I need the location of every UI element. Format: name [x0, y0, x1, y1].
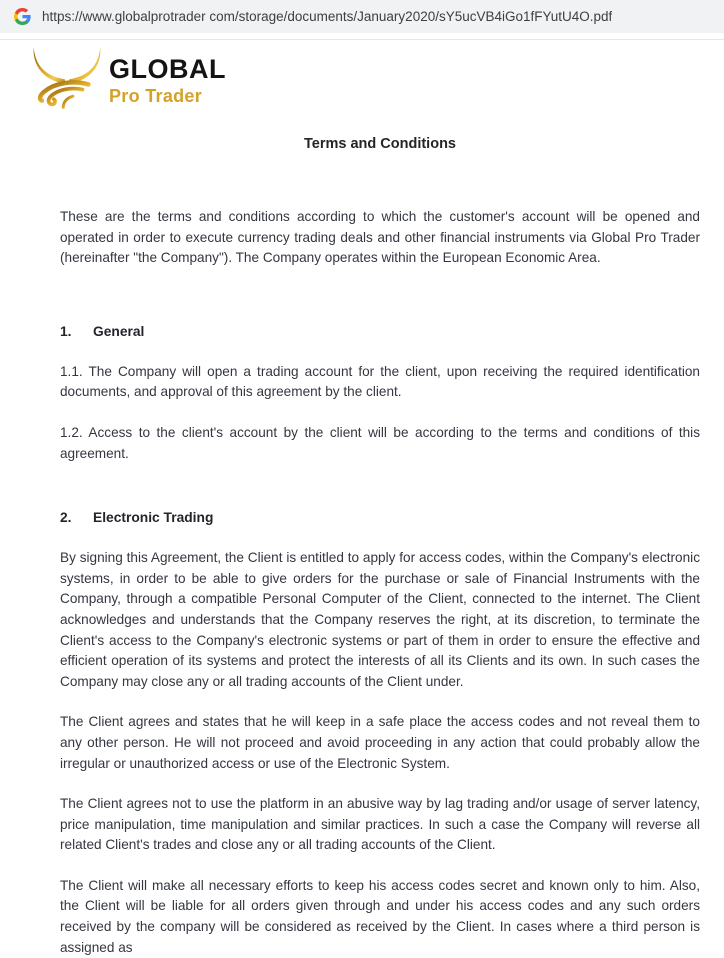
paragraph-2-b: The Client agrees and states that he will keep in a safe place the access codes and not reveal them to any other person. He will not proceed and avoid proceeding in any action that could probably allow the irregular or unauthorized access or use of the Electronic System.: [60, 714, 700, 771]
paragraph-2-d: The Client will make all necessary efforts to keep his access codes secret and known only to him. Also, the Client will be liable for all orders given through and under his access codes and any such orders received by the company will be considered as received by the Client. In cases where a third person is assigned as: [60, 877, 700, 955]
intro-paragraph: These are the terms and conditions according to which the customer's account will be opened and operated in order to execute currency trading deals and other financial instruments via Global Pro Trader (hereinafter "the Company"). The Company operates within the European Economic Area.: [60, 209, 700, 266]
paragraph-1-1: 1.1. The Company will open a trading account for the client, upon receiving the required identification documents, and approval of this agreement by the client.: [60, 363, 700, 400]
document-title: Terms and Conditions: [304, 136, 456, 152]
pdf-document: [60, 134, 700, 958]
company-logo: [30, 46, 226, 114]
paragraph-2-c: The Client agrees not to use the platform in an abusive way by lag trading and/or usage of server latency, price manipulation, time manipulation and similar practices. In such a case the Company will reverse all related Client's trades and close any or all trading accounts of the Client.: [60, 796, 700, 853]
logo-tagline: Pro Trader: [109, 86, 203, 106]
section-heading-label: Electronic Trading: [93, 510, 214, 526]
google-g-icon[interactable]: [14, 8, 31, 25]
paragraph-1-2: 1.2. Access to the client's account by the client will be according to the terms and conditions of this agreement.: [60, 424, 700, 461]
logo-text: [109, 46, 226, 105]
section-number: 2.: [60, 510, 72, 526]
section-heading-general: [60, 321, 700, 342]
address-bar[interactable]: [0, 0, 724, 33]
toolbar-divider: [0, 39, 724, 40]
section-number: 1.: [60, 323, 72, 339]
paragraph-2-a: By signing this Agreement, the Client is entitled to apply for access codes, within the Company's electronic systems, in order to be able to give orders for the purchase or sale of Financial Instruments with the Company, through a compatible Personal Computer of the Client, connected to the internet. The Client acknowledges and understands that the Company reserves the right, at its discretion, to terminate the Client's access to the Company's electronic systems or part of them in order to ensure the effective and efficient operation of its systems and protect the interests of all its Clients and its own. In such cases the Company may close any or all trading accounts of the Client under.: [60, 550, 700, 689]
golden-bull-icon: [30, 46, 104, 114]
section-heading-label: General: [93, 323, 145, 339]
section-heading-electronic-trading: [60, 507, 700, 528]
logo-name: GLOBAL: [109, 54, 226, 84]
url-text[interactable]: https://www.globalprotrader com/storage/documents/January2020/sY5ucVB4iGo1fFYutU4O.pdf: [42, 9, 613, 24]
